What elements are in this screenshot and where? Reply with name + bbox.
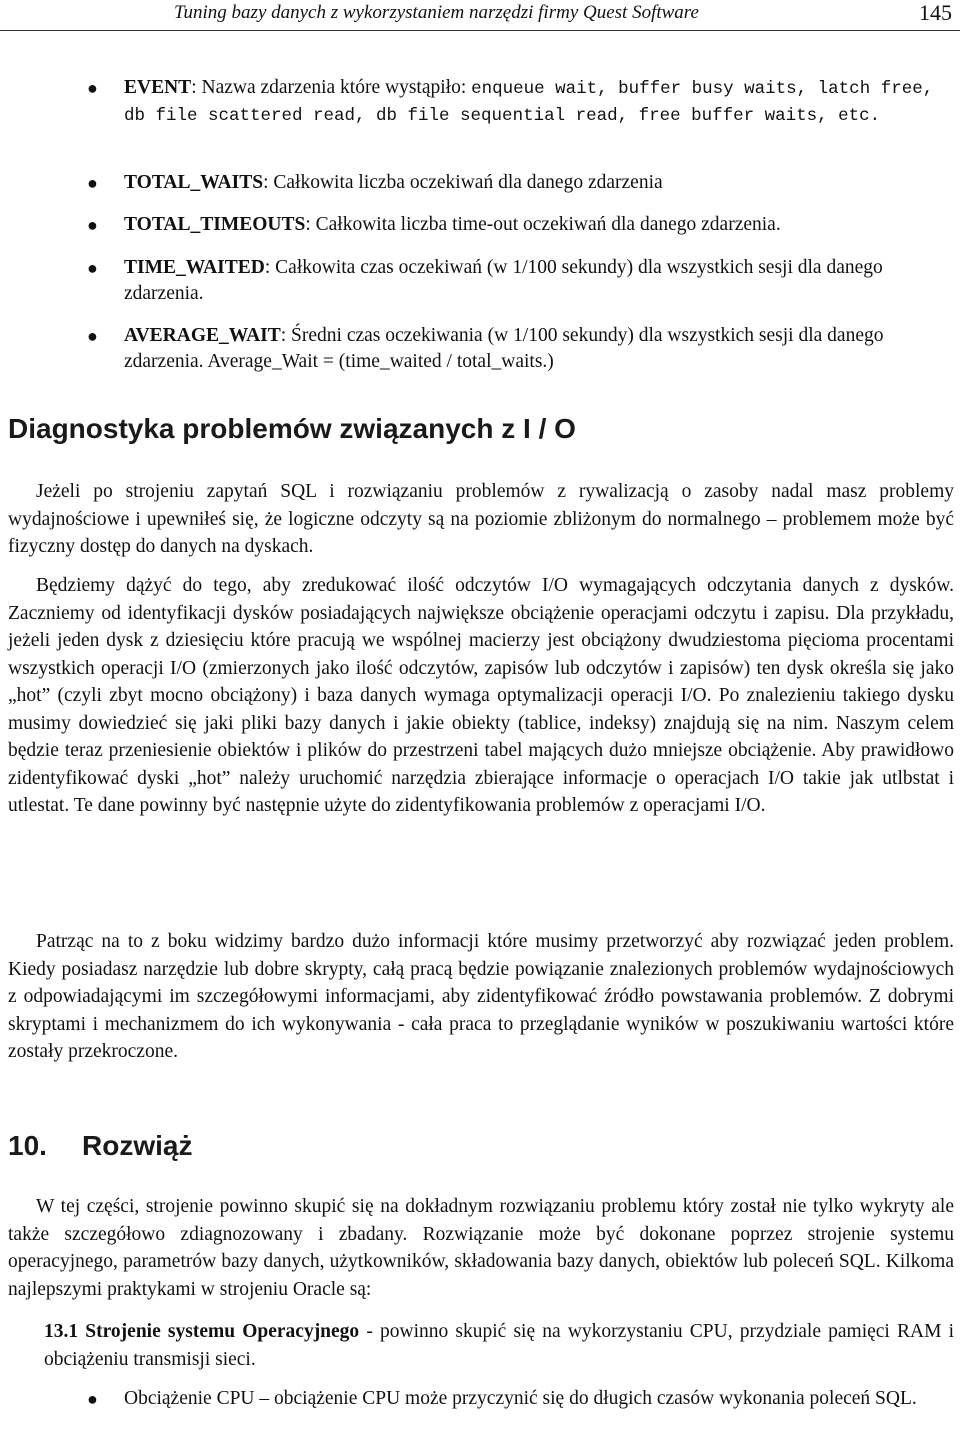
bullet-dot-icon: ● [87,215,98,235]
bullet-total-waits [87,170,954,196]
bullet-total-timeouts [87,212,954,238]
section-heading-10 [8,1130,192,1162]
page-number: 145 [919,0,952,25]
bullet-text: : Średni czas oczekiwania (w 1/100 sekundy) dla wszystkich sesji dla danego zdarzenia. Average_Wait = (time_waited / total_waits.) [124,325,884,372]
page-header [0,0,960,31]
paragraph [8,478,954,561]
bullet-text: : Całkowita czas oczekiwań (w 1/100 sekundy) dla wszystkich sesji dla danego zdarzenia. [124,257,883,304]
subsection-term: 13.1 Strojenie systemu Operacyjnego [44,1321,360,1342]
bullet-term: AVERAGE_WAIT [124,325,281,346]
bullet-text: : Całkowita liczba time-out oczekiwań dla danego zdarzenia. [305,214,781,235]
subsection-13-1 [44,1318,954,1373]
bullet-term: EVENT [124,77,192,98]
section-number: 10. [8,1130,47,1161]
bullet-term: TOTAL_WAITS [124,172,264,193]
bullet-average-wait [87,323,954,375]
bullet-time-waited [87,255,954,307]
subsection-text: - powinno skupić się na wykorzystaniu CPU, przydziale pamięci RAM i obciążeniu transmisji sieci. [44,1321,954,1370]
bullet-term: TOTAL_TIMEOUTS [124,214,306,235]
running-title: Tuning bazy danych z wykorzystaniem narzędzi firmy Quest Software [174,2,699,23]
bullet-text: Obciążenie CPU – obciążenie CPU może przyczynić się do długich czasów wykonania poleceń SQL. [124,1388,917,1409]
bullet-dot-icon: ● [87,258,98,278]
bullet-text: : Całkowita liczba oczekiwań dla danego zdarzenia [263,172,663,193]
bullet-dot-icon: ● [87,173,98,193]
paragraph-text: Jeżeli po strojeniu zapytań SQL i rozwiązaniu problemów z rywalizacją o zasoby nadal masz problemy wydajnościowe i upewniłeś się, że logiczne odczyty są na poziomie zbliżonym do normalnego – problemem może być fizyczny dostęp do danych na dyskach. [8,481,954,557]
bullet-dot-icon: ● [87,78,98,98]
bullet-text: : Nazwa zdarzenia które wystąpiło: [191,77,472,98]
bullet-event [87,75,954,129]
bullet-code: enqueue wait, buffer busy waits, latch free, db file scattered read, db file sequential read, free buffer waits, etc. [124,79,934,126]
paragraph-text: Będziemy dążyć do tego, aby zredukować ilość odczytów I/O wymagających odczytania danych z dysków. Zaczniemy od identyfikacji dysków posiadających największe obciążenie operacjami odczytu i zapisu. Dla przykładu, jeżeli jeden dysk z dziesięciu które pracują we wspólnej macierzy jest obciążony dwudziestoma pięcioma procentami wszystkich operacji I/O (zmierzonych jako ilość odczytów, zapisów lub odczytów i zapisów) ten dysk określa się jako „hot” (czyli zbyt mocno obciążony) i baza danych wymaga optymalizacji operacji I/O. Po znalezieniu takiego dysku musimy dowiedzieć się jaki pliki bazy danych i jakie obiekty (tablice, indeksy) znajdują się na nim. Naszym celem będzie teraz przeniesienie obiektów i plików do przestrzeni tabel mających dużo mniejsze obciążenie. Aby prawidłowo zidentyfikować dyski „hot” należy uruchomić narzędzia zbierające informacje o operacjach I/O takie jak utlbstat i utlestat. Te dane powinny być następnie użyte do zidentyfikowania problemów z operacjami I/O. [8,575,954,816]
bullet-dot-icon: ● [87,326,98,346]
bullet-term: TIME_WAITED [124,257,265,278]
paragraph [8,1193,954,1303]
bullet-cpu-load [87,1386,954,1412]
bullet-dot-icon: ● [87,1389,98,1409]
paragraph [8,572,954,820]
paragraph-text: Patrząc na to z boku widzimy bardzo dużo informacji które musimy przetworzyć aby rozwiązać jeden problem. Kiedy posiadasz narzędzie lub dobre skrypty, całą pracą będzie powiązanie znalezionych problemów wydajnościowych z odpowiadającymi im szczegółowymi informacjami, aby zidentyfikować źródło powstawania problemów. Z dobrymi skryptami i mechanizmem do ich wykonywania - cała praca to przeglądanie wyników w poszukiwaniu wartości które zostały przekroczone. [8,931,954,1062]
paragraph [8,928,954,1066]
paragraph-text: W tej części, strojenie powinno skupić się na dokładnym rozwiązaniu problemu który został nie tylko wykryty ale także szczegółowo zdiagnozowany i zbadany. Rozwiązanie może być dokonane poprzez strojenie systemu operacyjnego, parametrów bazy danych, użytkowników, składowania bazy danych, obiektów lub poleceń SQL. Kilkoma najlepszymi praktykami w strojeniu Oracle są: [8,1196,954,1300]
section-title: Rozwiąż [82,1130,193,1161]
section-heading-io: Diagnostyka problemów związanych z I / O [8,413,576,444]
